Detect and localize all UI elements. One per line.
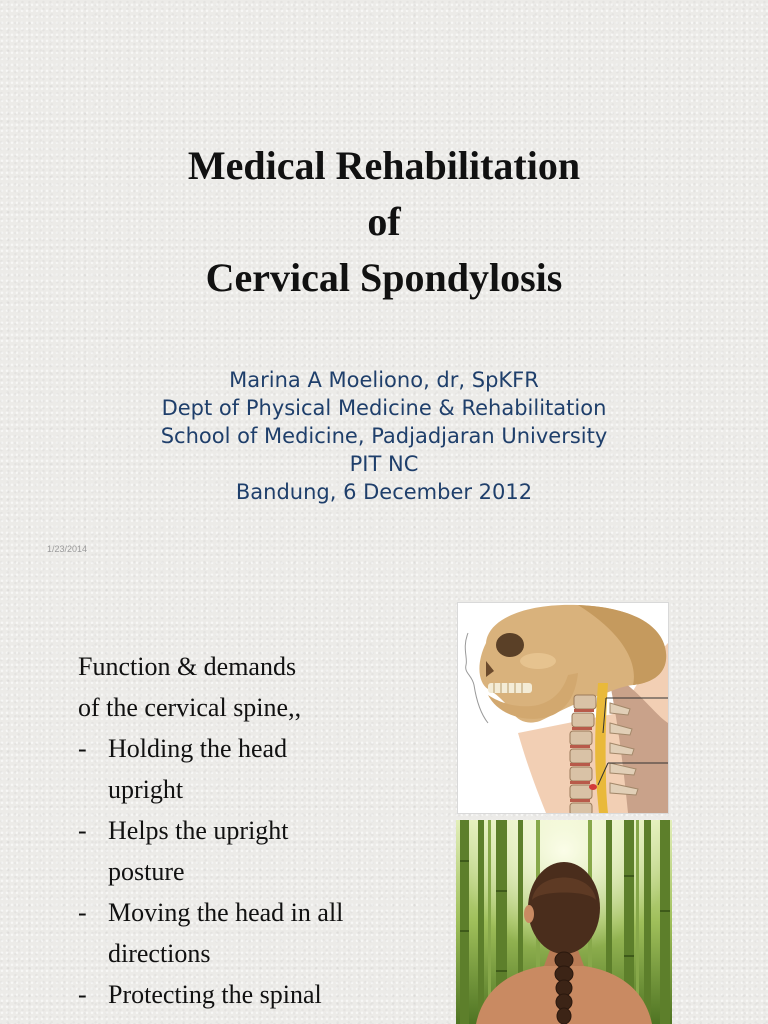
bullet-text: Holding the head [108,734,288,763]
slide-footer-date: 1/23/2014 [47,544,88,554]
bullet-text: Helps the upright [108,816,289,845]
place-date-line: Bandung, 6 December 2012 [235,480,533,504]
intro-line-1: Function & demands [78,652,297,681]
slide-subtitle [0,366,768,506]
bullet-item [78,810,438,851]
bamboo-forest-icon [456,820,672,1024]
bullet-continuation: directions [108,939,211,968]
content-slide [0,572,768,1024]
bullet-item [78,728,438,769]
bullet-item [78,892,438,933]
author-line: Marina A Moeliono, dr, SpKFR [229,368,539,392]
school-line: School of Medicine, Padjadjaran University [160,424,608,448]
bullet-text: Protecting the spinal [108,980,322,1009]
title-line-1: Medical Rehabilitation [187,143,581,188]
bullet-text: Moving the head in all [108,898,344,927]
slide-body-text [78,646,438,1015]
event-line: PIT NC [349,452,419,476]
department-line: Dept of Physical Medicine & Rehabilitation [161,396,607,420]
bullet-continuation: upright [108,775,184,804]
slide-title [0,138,768,306]
skull-spine-icon [458,603,668,813]
bullet-dash: - [78,898,87,927]
woman-back-bamboo-image [456,820,672,1024]
title-line-3: Cervical Spondylosis [205,255,563,300]
intro-line-2: of the cervical spine,, [78,693,302,722]
bullet-dash: - [78,980,87,1009]
bullet-continuation: posture [108,857,185,886]
cervical-spine-anatomy-image [458,603,668,813]
title-line-2: of [367,199,401,244]
bullet-dash: - [78,734,87,763]
bullet-dash: - [78,816,87,845]
bullet-item [78,974,438,1015]
